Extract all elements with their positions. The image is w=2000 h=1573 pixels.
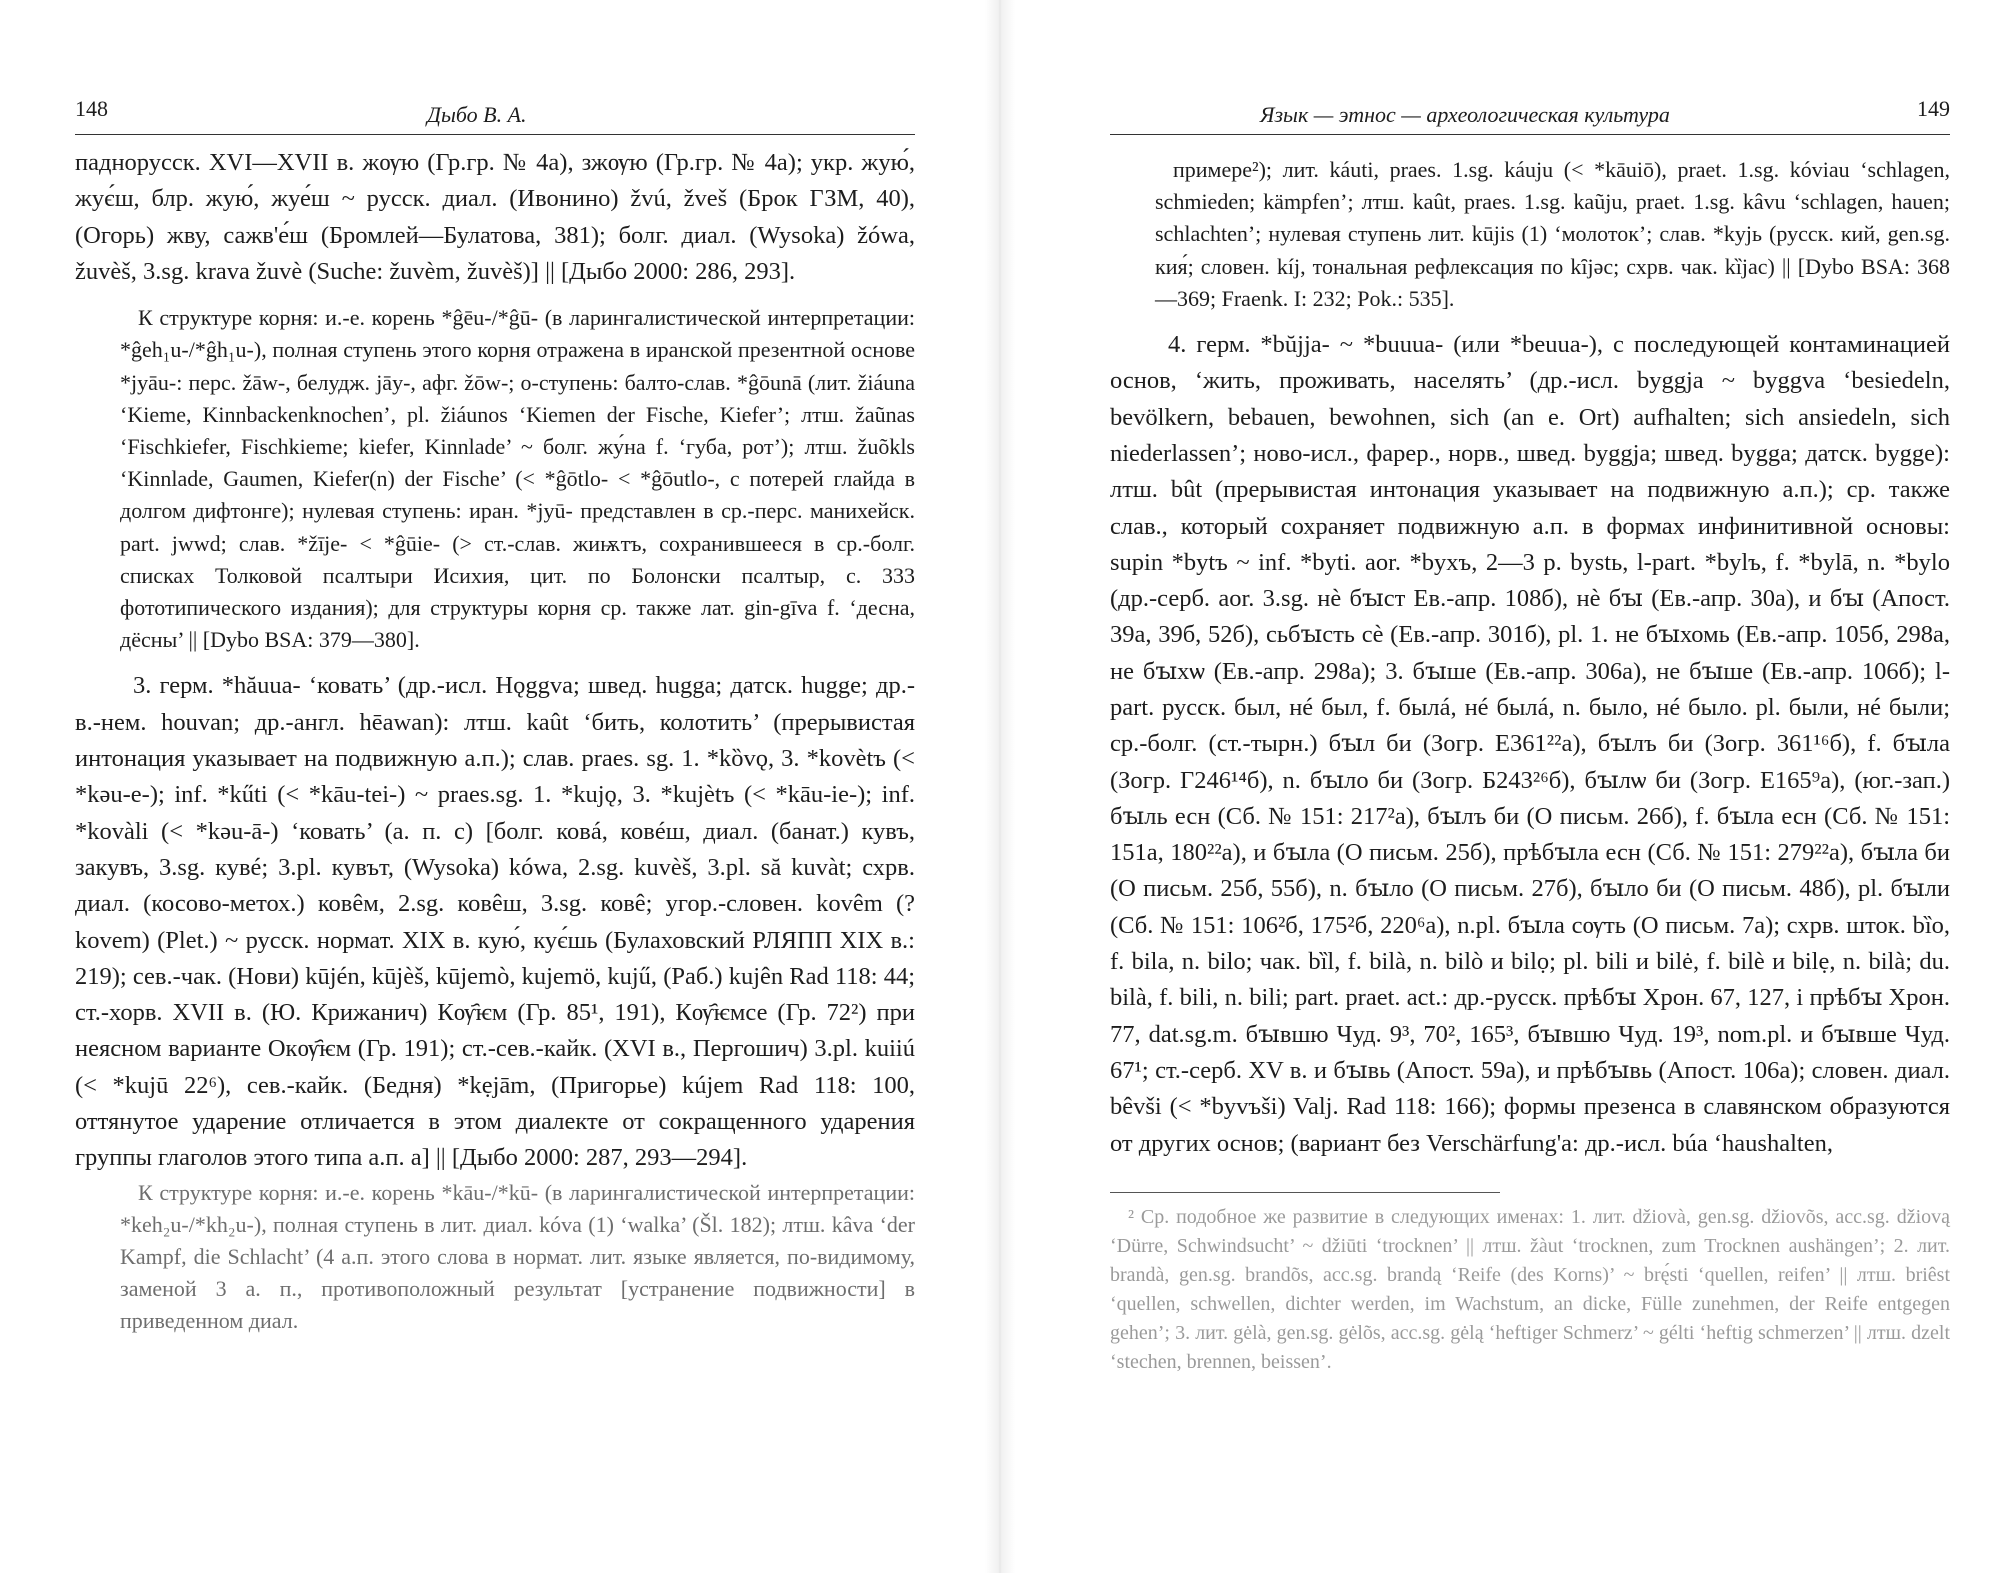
right-page — [1010, 0, 2000, 1573]
right-page-body — [1110, 154, 1950, 1377]
paragraph-root-structure: К структуре корня: и.-е. корень *ĝēu-/*ĝū- (в ларингалистической интерпретации: *ĝeh₁u-/*ĝh₁u-), полная ступень этого корня отражена в иранской презентной основе *jyāu-: перс. žāw-, белудж. jāy-, афг. žōw-; о-ступень: балто-слав. *ĝōunā (лит. žiáuna ‘Kieme, Kinnbackenknochen’, pl. žiáunos ‘Kiemen der Fische, Kiefer’; лтш. žaũnas ‘Fischkiefer, Fischkieme; kiefer, Kinnlade’ ~ болг. жу́на f. ‘губа, рот’); лтш. žuõkls ‘Kinnlade, Gaumen, Kiefer(n) der Fische’ (< *ĝōtlo- < *ĝōutlo-, с потерей глайда в долгом дифтонге); нулевая ступень: иран. *jyū- представлен в ср.-перс. манихейск. part. jwwd; слав. *žīje- < *ĝūie- (> ст.-слав. жиѭтъ, сохранившееся в ср.-болг. списках Толковой псалтыри Исихия, цит. по Болонски псалтыр, с. 333 фототипического издания); для структуры корня ср. также лат. gin-gīva f. ‘десна, дёсны’ || [Dybo BSA: 379—380]. — [120, 305, 915, 653]
running-head-author: Дыбо В. А. — [427, 102, 527, 127]
footnote-separator — [1110, 1192, 1500, 1193]
left-page-body — [75, 145, 915, 1338]
left-page-header — [75, 94, 915, 135]
paragraph: паднорусск. XVI—XVII в. жѹю (Гр.гр. № 4а), зжѹю (Гр.гр. № 4а); укр. жую́, жує́ш, блр. жую́, жуе́ш ~ русск. диал. (Ивонино) žvú, žveš (Брок ГЗМ, 40), (Огорь) жву, сажв'е́ш (Бромлей—Булатова, 381); болг. диал. (Wysoka) žówa, žuvèš, 3.sg. krava žuvè (Suche: žuvèm, žuvèš)] || [Дыбо 2000: 286, 293]. — [75, 149, 915, 285]
page-number: 149 — [1917, 96, 1950, 121]
paragraph: примере²); лит. káuti, praes. 1.sg. káuju (< *kāuiō), praet. 1.sg. kóviau ‘schlagen, schmieden; kämpfen’; лтш. kaût, praes. 1.sg. kaũju, praet. 1.sg. kâvu ‘schlagen, hauen; schlachten’; нулевая ступень лит. kūjis (1) ‘молоток’; слав. *kyjь (русск. кий, gen.sg. кия́; словен. kíj, тональная рефлексация по kȋjəc; схрв. чак. kȉjac) || [Dybo BSA: 368—369; Fraenk. I: 232; Pok.: 535]. — [1155, 157, 1950, 311]
paragraph: 3. герм. *hăuua- ‘ковать’ (др.-исл. Hǫggva; швед. hugga; датск. hugge; др.-в.-нем. houvan; др.-англ. hēawan): лтш. kaût ‘бить, колотить’ (прерывистая интонация указывает на подвижную а.п.); слав. praes. sg. 1. *kȍvǫ, 3. *kovètъ (< *kəu-e-); inf. *kűti (< *kāu-tei-) ~ praes.sg. 1. *kujǫ, 3. *kujètъ (< *kāu-ie-); inf. *kovàli (< *kəu-ā-) ‘ковать’ (а. п. c) [болг. ковá, ковéш, диал. (банат.) кувъ, закувъ, 3.sg. кувé; 3.pl. кувът, (Wysoka) kówa, 2.sg. kuvèš, 3.pl. să kuvàt; схрв. диал. (косово-метох.) ковêм, 2.sg. ковêш, 3.sg. ковê; угор.-словен. kovêm (? kovem) (Plet.) ~ русск. нормат. XIX в. кую́, кує́шь (Булаховский РЛЯПП XIX в.: 219); сев.-чак. (Нови) kūjén, kūjèš, kūjemò, kujemö, kujű, (Раб.) kujên Rad 118: 44; ст.-хорв. XVII в. (Ю. Крижанич) Кѹ҄ѥм (Гр. 85¹, 191), Кѹ҄ѥмсе (Гр. 72²) при неясном варианте Окѹ҄ѥм (Гр. 191); ст.-сев.-кайк. (XVI в., Пергошич) 3.pl. kuiiú (< *kujū 22⁶), сев.-кайк. (Бедня) *kẹjām, (Пригорье) kújem Rad 118: 100, оттянутое ударение отличается в этом диалекте от сокращенного ударения группы глаголов этого типа а.п. a] || [Дыбо 2000: 287, 293—294]. — [75, 672, 915, 1172]
paragraph-root-structure: К структуре корня: и.-е. корень *kāu-/*kū- (в ларингалистической интерпретации: *keh₂u-/*kh₂u-), полная ступень в лит. диал. kóva (1) ‘walka’ (Šl. 182); лтш. kâva ‘der Kampf, die Schlacht’ (4 а.п. этого слова в нормат. лит. языке является, по-видимому, заменой 3 а. п., противоположный результат [устранение подвижности] в приведенном диал. — [120, 1179, 915, 1334]
footnote: ² Ср. подобное же развитие в следующих именах: 1. лит. džiovà, gen.sg. džiovõs, acc.sg. džiovą ‘Dürre, Schwindsucht’ ~ džiūti ‘trocknen’ || лтш. žàut ‘trocknen, zum Trocknen aushängen’; 2. лит. brandà, gen.sg. brandõs, acc.sg. brandą ‘Reife (des Korns)’ ~ brę́sti ‘quellen, reifen’ || лтш. briêst ‘quellen, schwellen, dichter werden, im Wachstum, an dicke, Fülle zunehmen, der Reife entgegen gehen’; 3. лит. gėlà, gen.sg. gėlõs, acc.sg. gėlą ‘heftiger Schmerz’ ~ gélti ‘heftig schmerzen’ || лтш. dzelt ‘stechen, brennen, beissen’. — [1110, 1205, 1950, 1373]
left-page — [0, 0, 990, 1573]
running-head-title: Язык — этнос — археологическая культура — [1260, 102, 1670, 127]
right-page-header — [1110, 94, 1950, 135]
page-number: 148 — [75, 96, 108, 121]
paragraph: 4. герм. *bŭjja- ~ *buuua- (или *beuua-), с последующей контаминацией основ, ‘жить, проживать, населять’ (др.-исл. byggja ~ byggva ‘besiedeln, bevölkern, bebauen, bewohnen, sich (an e. Ort) aufhalten; sich ansiedeln, sich niederlassen’; ново-исл., фарер., норв., швед. byggja; швед. bygga; датск. bygge): лтш. bût (прерывистая интонация указывает на подвижную а.п.); ср. также слав., который сохраняет подвижную а.п. в формах инфинитивной основы: supin *bytъ ~ inf. *byti. aor. *byxъ, 2—3 p. bystь, l-part. *bylъ, f. *bylā, n. *bylo (др.-серб. aor. 3.sg. нѐ бꙑст Ев.-апр. 108б), нѐ бꙑ (Ев.-апр. 30а), и бꙑ (Апост. 39а, 39б, 52б), сьбꙑсть сѐ (Ев.-апр. 301б), pl. 1. не бꙑхомь (Ев.-апр. 105б, 298а, не бꙑхѡ (Ев.-апр. 298а); 3. бꙑше (Ев.-апр. 306а), не бꙑше (Ев.-апр. 106б); l-part. русск. был, нé был, f. былá, нé былá, n. было, нé было. pl. были, нé были; ср.-болг. (ст.-тырн.) бꙑл би (Зогр. Е361²²а), бꙑлъ би (Зогр. 361¹⁶б), f. бꙑла (Зогр. Г246¹⁴б), n. бꙑло би (Зогр. Б243²⁶б), бꙑлѡ би (Зогр. Е165⁹а), (юг.-зап.) бꙑль есн (Сб. № 151: 217²а), бꙑлъ би (О письм. 26б), f. бꙑла есн (Сб. № 151: 151а, 180²²а), и бꙑла (О письм. 25б), прѣбꙑла есн (Сб. № 151: 279²²а), бꙑла би (О письм. 25б, 55б), n. бꙑло (О письм. 27б), бꙑло би (О письм. 48б), pl. бꙑли (Сб. № 151: 106²б, 175²б, 220⁶а), n.pl. бꙑла сѹть (О письм. 7а); схрв. шток. bȉo, f. bila, n. bilo; чак. bȉl, f. bilà, n. bilò и bilọ; pl. bili и bilė, f. bilè и bilẹ, n. bilà; du. bilà, f. bili, n. bili; part. praet. act.: др.-русск. прѣбꙑ Хрон. 67, 127, і прѣбꙑ Хрон. 77, dat.sg.m. бꙑвшю Чуд. 9³, 70², 165³, бꙑвшю Чуд. 19³, nom.pl. и бꙑвше Чуд. 67¹; ст.-серб. XV в. и бꙑвь (Апост. 59а), и прѣбꙑвь (Апост. 106а); словен. диал. bêvši (< *byvъši) Valj. Rad 118: 166); формы презенса в славянском образуются от других основ; (вариант без Verschärfung'а: др.-исл. búa ‘haushalten, — [1110, 331, 1950, 1157]
